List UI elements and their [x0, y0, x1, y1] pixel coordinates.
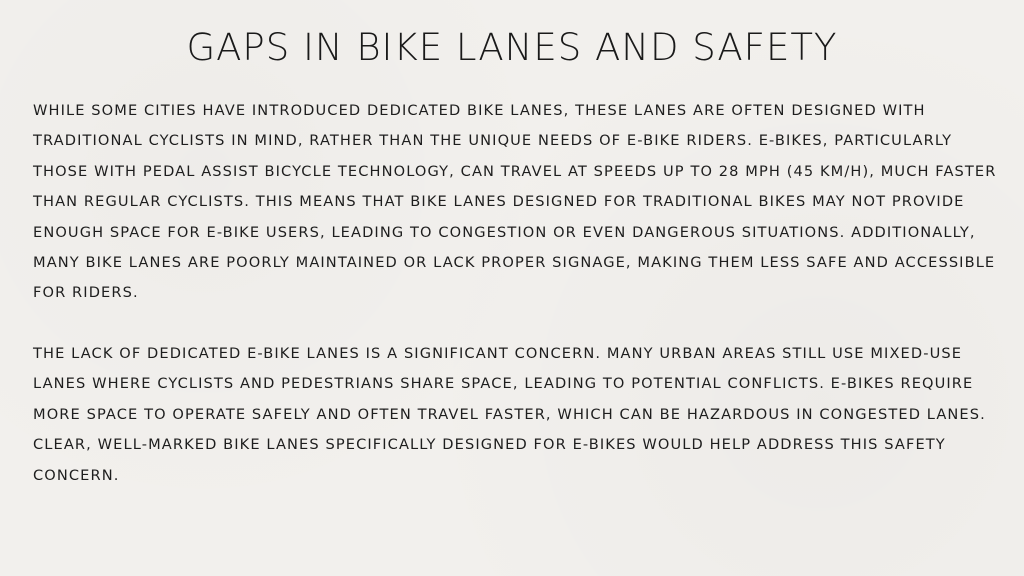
paragraph-dedicated-lanes-concern: THE LACK OF DEDICATED E-BIKE LANES IS A SIGNIFICANT CONCERN. MANY URBAN AREAS STILL USE MIXED-USE LANES WHERE CYCLISTS AND PEDESTRIANS SHARE SPACE, LEADING TO POTENTIAL CONFLICTS. E-BIKES REQUIRE MORE SPACE TO OPERATE SAFELY AND OFTEN TRAVEL FASTER, WHICH CAN BE HAZARDOUS IN CONGESTED LANES. CLEAR, WELL-MARKED BIKE LANES SPECIFICALLY DESIGNED FOR E-BIKES WOULD HELP ADDRESS THIS SAFETY CONCERN.: [33, 345, 986, 484]
slide-title: GAPS IN BIKE LANES AND SAFETY: [186, 26, 838, 69]
paragraph-bike-lane-design: WHILE SOME CITIES HAVE INTRODUCED DEDICATED BIKE LANES, THESE LANES ARE OFTEN DESIGNED WITH TRADITIONAL CYCLISTS IN MIND, RATHER THAN THE UNIQUE NEEDS OF E-BIKE RIDERS. E-BIKES, PARTICULARLY THOSE WITH PEDAL ASSIST BICYCLE TECHNOLOGY, CAN TRAVEL AT SPEEDS UP TO 28 MPH (45 KM/H), MUCH FASTER THAN REGULAR CYCLISTS. THIS MEANS THAT BIKE LANES DESIGNED FOR TRADITIONAL BIKES MAY NOT PROVIDE ENOUGH SPACE FOR E-BIKE USERS, LEADING TO CONGESTION OR EVEN DANGEROUS SITUATIONS. ADDITIONALLY, MANY BIKE LANES ARE POORLY MAINTAINED OR LACK PROPER SIGNAGE, MAKING THEM LESS SAFE AND ACCESSIBLE FOR RIDERS.: [33, 102, 997, 302]
